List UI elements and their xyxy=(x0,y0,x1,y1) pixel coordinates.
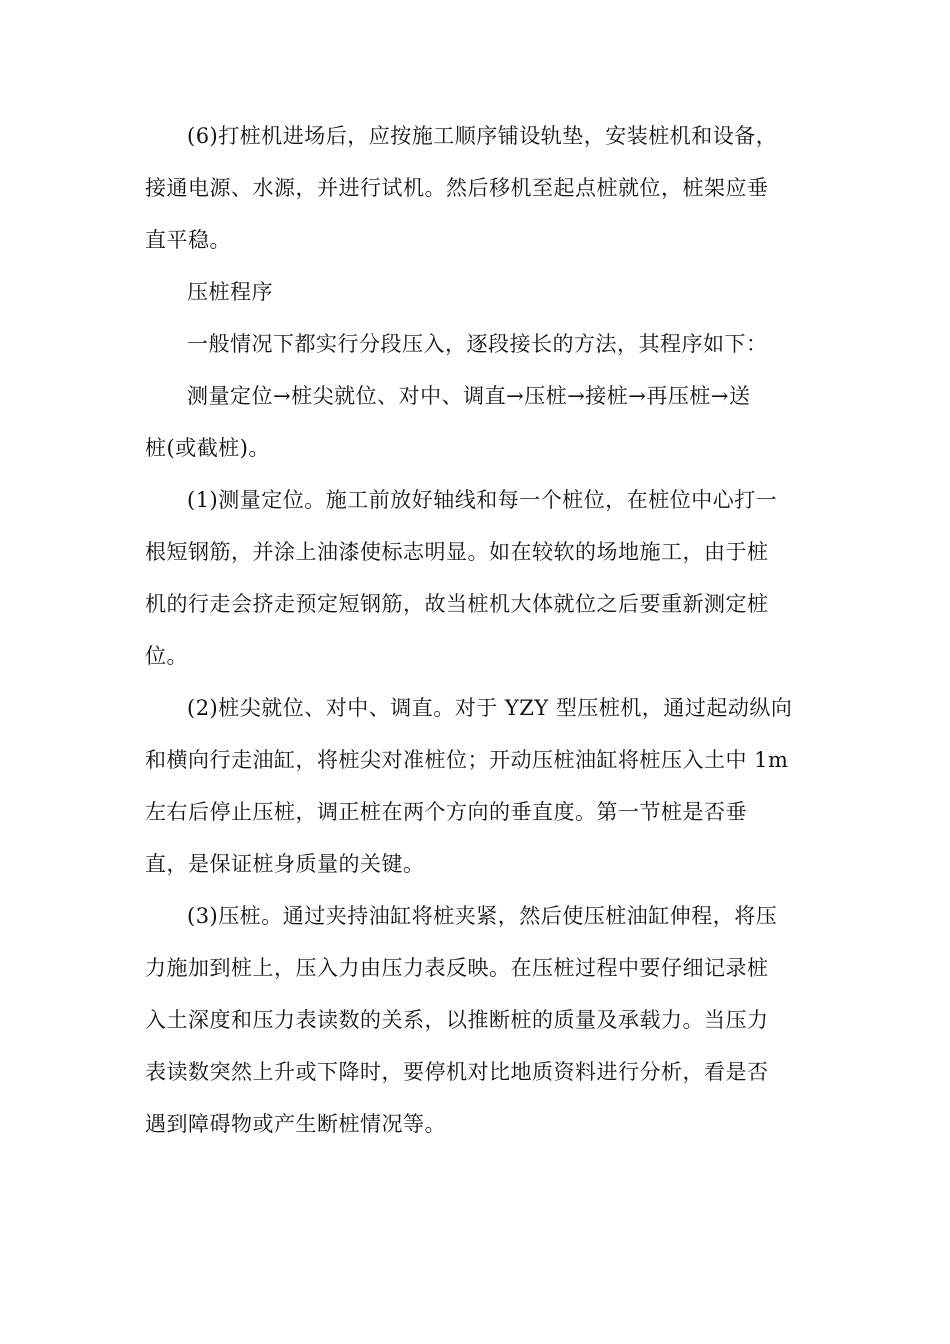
paragraph-2-line-1: (2)桩尖就位、对中、调直。对于 YZY 型压桩机，通过起动纵向 xyxy=(187,696,793,720)
paragraph-6-line-1: (6)打桩机进场后，应按施工顺序铺设轨垫，安装桩机和设备， xyxy=(187,124,778,148)
procedure-line-2: 桩(或截桩)。 xyxy=(145,436,270,460)
paragraph-1-line-2: 根短钢筋，并涂上油漆使标志明显。如在较软的场地施工，由于桩 xyxy=(145,540,769,564)
section-heading: 压桩程序 xyxy=(187,280,273,304)
paragraph-6-line-3: 直平稳。 xyxy=(145,228,231,252)
paragraph-2-line-3: 左右后停止压桩，调正桩在两个方向的垂直度。第一节桩是否垂 xyxy=(145,800,747,824)
paragraph-1-line-1: (1)测量定位。施工前放好轴线和每一个桩位，在桩位中心打一 xyxy=(187,488,778,512)
intro-paragraph: 一般情况下都实行分段压入，逐段接长的方法，其程序如下： xyxy=(187,332,768,356)
procedure-line-1: 测量定位→桩尖就位、对中、调直→压桩→接桩→再压桩→送 xyxy=(187,384,751,408)
paragraph-3-line-2: 力施加到桩上，压入力由压力表反映。在压桩过程中要仔细记录桩 xyxy=(145,956,769,980)
paragraph-3-line-1: (3)压桩。通过夹持油缸将桩夹紧，然后使压桩油缸伸程，将压 xyxy=(187,904,778,928)
paragraph-1-line-3: 机的行走会挤走预定短钢筋，故当桩机大体就位之后要重新测定桩 xyxy=(145,592,769,616)
paragraph-2-line-2: 和横向行走油缸，将桩尖对准桩位；开动压桩油缸将桩压入土中 1m xyxy=(145,748,789,772)
paragraph-3-line-4: 表读数突然上升或下降时，要停机对比地质资料进行分析，看是否 xyxy=(145,1060,769,1084)
paragraph-3-line-5: 遇到障碍物或产生断桩情况等。 xyxy=(145,1112,446,1136)
paragraph-6-line-2: 接通电源、水源，并进行试机。然后移机至起点桩就位，桩架应垂 xyxy=(145,176,769,200)
paragraph-2-line-4: 直，是保证桩身质量的关键。 xyxy=(145,852,425,876)
paragraph-1-line-4: 位。 xyxy=(145,644,188,668)
paragraph-3-line-3: 入土深度和压力表读数的关系，以推断桩的质量及承载力。当压力 xyxy=(145,1008,769,1032)
